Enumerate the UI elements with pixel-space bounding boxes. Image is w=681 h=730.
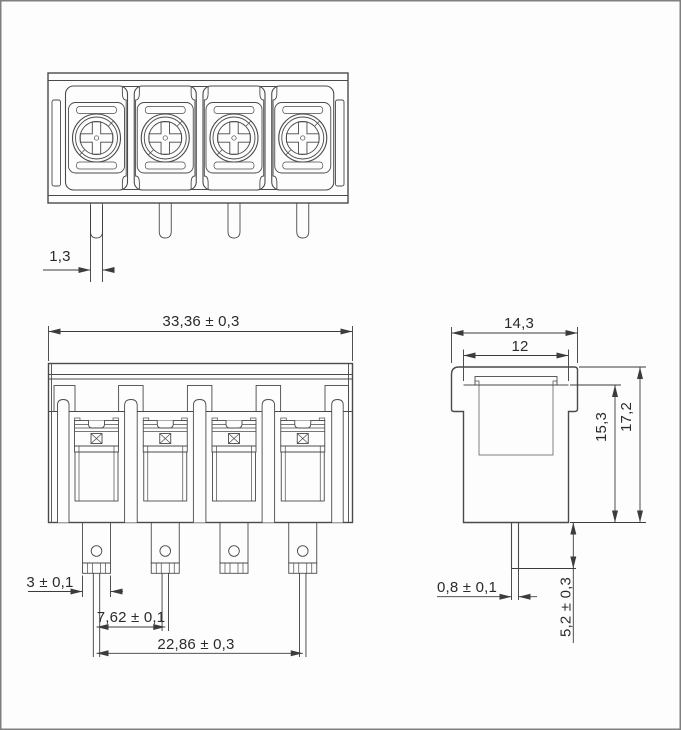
dim-pin-width-label: 1,3 — [49, 248, 71, 265]
dim-overall-width-label: 33,36 ± 0,3 — [162, 313, 240, 330]
dim-height-overall-label: 17,2 — [618, 402, 635, 432]
dim-depth-overall-label: 14,3 — [504, 315, 534, 332]
dim-pitch-label: 7,62 ± 0,1 — [96, 609, 166, 626]
dim-pin-thickness-label: 0,8 ± 0,1 — [436, 579, 498, 596]
dim-depth-top-label: 12 — [511, 338, 529, 355]
dim-pitch — [97, 609, 166, 627]
dim-outer-span-label: 22,86 ± 0,3 — [157, 636, 235, 653]
dim-lug-width-label: 3 ± 0,1 — [26, 574, 74, 591]
dim-pin-length-label: 5,2 ± 0,3 — [557, 576, 575, 638]
dim-height-body-label: 15,3 — [593, 412, 610, 442]
